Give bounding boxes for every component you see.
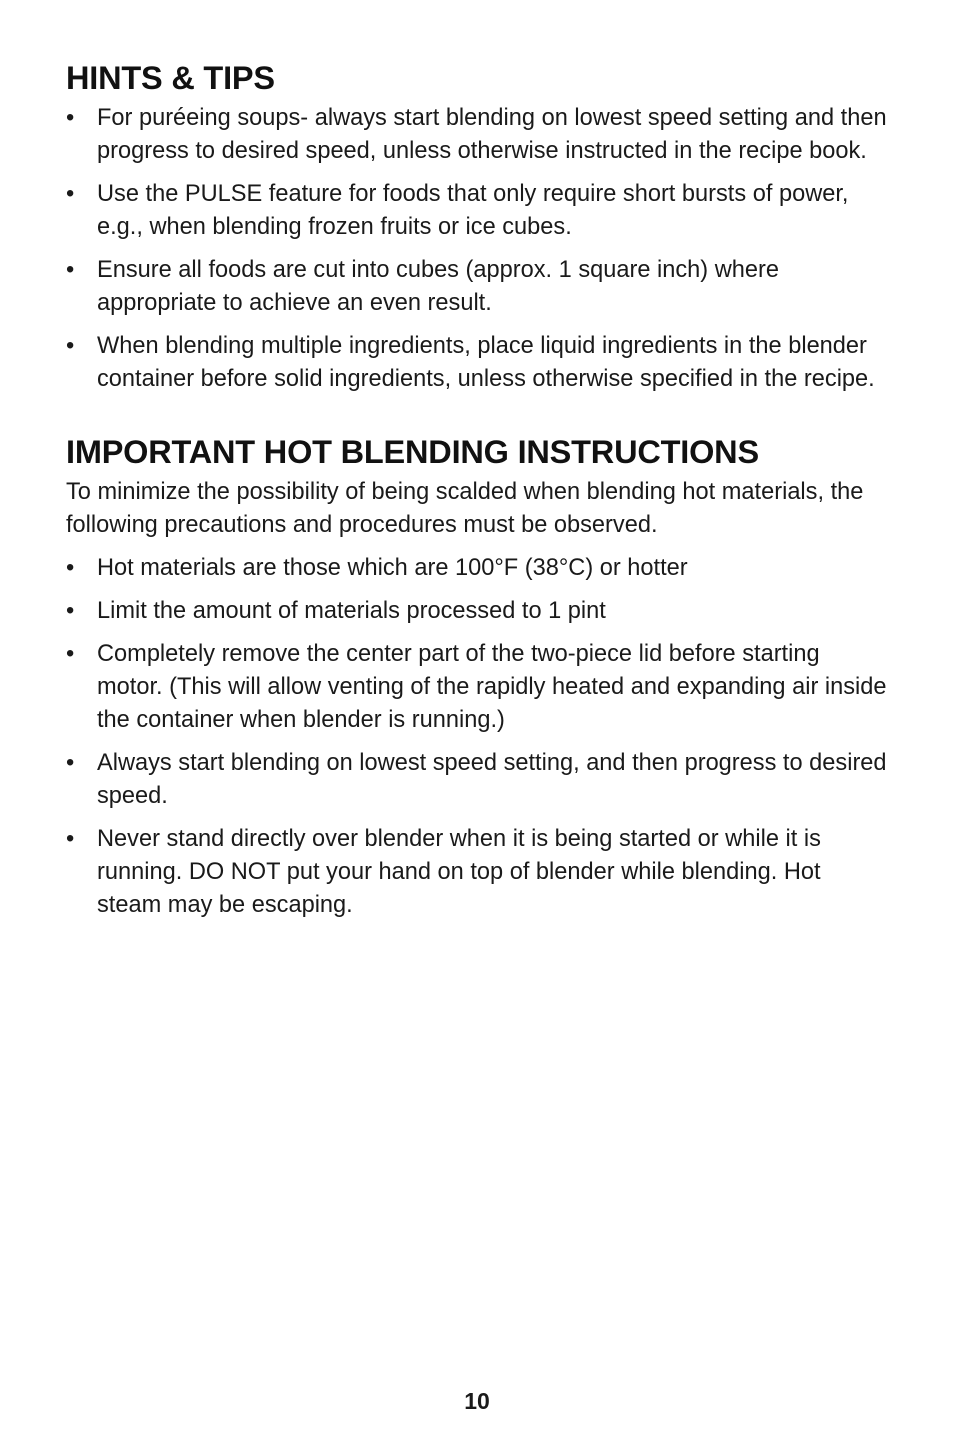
hot-blending-item: • Limit the amount of materials processed to 1 pint bbox=[66, 595, 888, 628]
hints-heading: HINTS & TIPS bbox=[66, 60, 275, 96]
hint-item: • Use the PULSE feature for foods that only require short bursts of power, e.g., when blending frozen fruits or ice cubes. bbox=[66, 178, 888, 244]
hint-item: • For puréeing soups- always start blending on lowest speed setting and then progress to desired speed, unless otherwise instructed in the recipe book. bbox=[66, 102, 888, 168]
page-content bbox=[66, 58, 888, 932]
hot-blending-item: • Always start blending on lowest speed setting, and then progress to desired speed. bbox=[66, 747, 888, 813]
hot-blending-intro: To minimize the possibility of being scalded when blending hot materials, the following precautions and procedures must be observed. bbox=[66, 479, 864, 538]
hot-blending-item: • Completely remove the center part of the two-piece lid before starting motor. (This will allow venting of the rapidly heated and expanding air inside the container when blender is running.) bbox=[66, 638, 888, 737]
hints-list bbox=[66, 102, 888, 396]
hint-item: • When blending multiple ingredients, place liquid ingredients in the blender container before solid ingredients, unless otherwise specified in the recipe. bbox=[66, 330, 888, 396]
hint-item: • Ensure all foods are cut into cubes (approx. 1 square inch) where appropriate to achieve an even result. bbox=[66, 254, 888, 320]
hot-blending-list bbox=[66, 552, 888, 922]
hot-blending-item: • Hot materials are those which are 100°F (38°C) or hotter bbox=[66, 552, 888, 585]
page-number: 10 bbox=[464, 1388, 490, 1414]
hot-blending-heading: IMPORTANT HOT BLENDING INSTRUCTIONS bbox=[66, 434, 759, 470]
hot-blending-item: • Never stand directly over blender when it is being started or while it is running. DO NOT put your hand on top of blender while blending. Hot steam may be escaping. bbox=[66, 823, 888, 922]
